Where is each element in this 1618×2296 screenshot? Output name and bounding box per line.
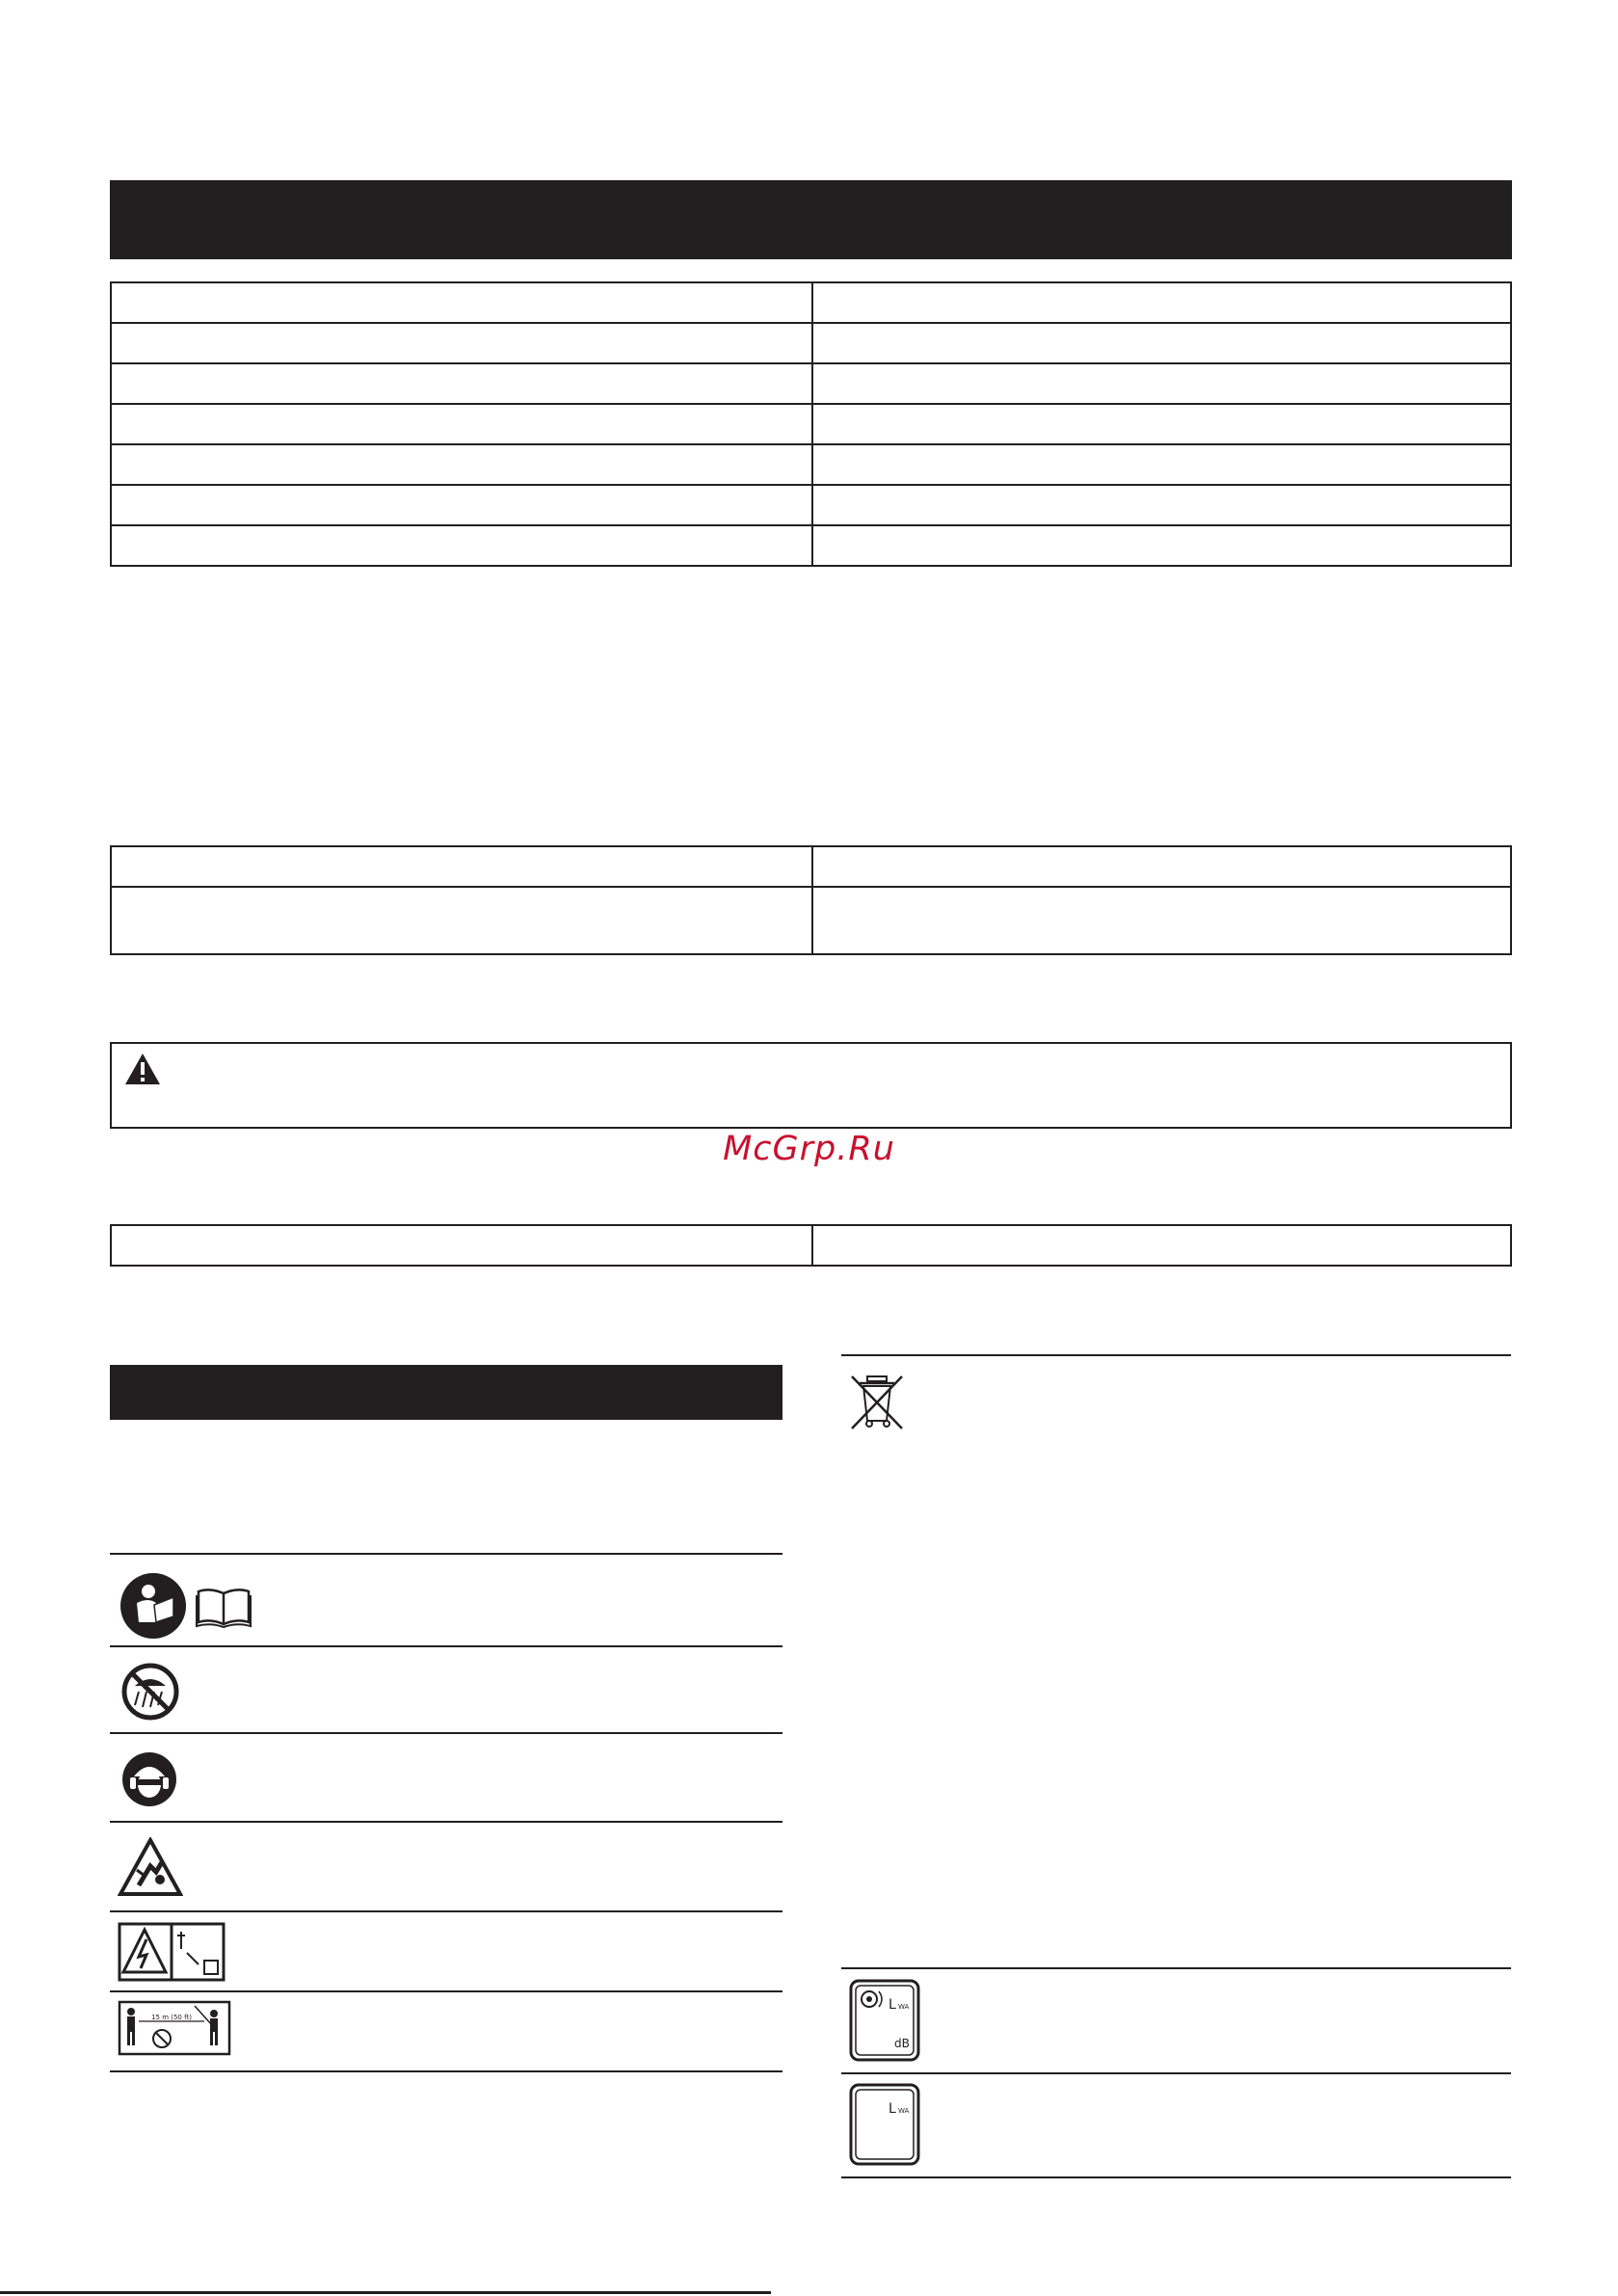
symbols-divider xyxy=(110,1910,782,1912)
table-row xyxy=(111,525,1511,566)
lwa-label: L xyxy=(889,2101,896,2117)
table-row xyxy=(111,444,1511,485)
symbols-divider xyxy=(841,2072,1511,2074)
lwa-sub: WA xyxy=(898,2107,910,2115)
symbols-divider xyxy=(841,1967,1511,1969)
watermark: McGrp.Ru xyxy=(723,1130,895,1168)
symbols-divider xyxy=(841,2176,1511,2178)
battery-table xyxy=(110,845,1512,955)
read-manual-icon xyxy=(119,1572,187,1640)
warning-triangle-icon xyxy=(123,1052,162,1086)
accessory-table xyxy=(110,1224,1512,1267)
warning-box xyxy=(110,1042,1512,1129)
keep-distance-label: 15 m (50 ft) xyxy=(151,2014,192,2021)
db-label: dB xyxy=(894,2037,910,2050)
book-icon xyxy=(195,1586,252,1628)
symbols-divider xyxy=(110,1553,782,1555)
crossed-out-wheelie-bin-icon xyxy=(848,1373,906,1432)
no-rain-icon xyxy=(121,1663,179,1721)
lwa-sub: WA xyxy=(898,2003,910,2011)
symbols-divider xyxy=(841,1354,1511,1356)
table-row xyxy=(111,363,1511,404)
symbols-divider xyxy=(110,1732,782,1734)
lwa-label: L xyxy=(889,1997,896,2013)
footer-rule xyxy=(0,2291,771,2294)
symbols-header-bar xyxy=(110,1365,782,1420)
cut-hazard-icon xyxy=(118,1837,183,1897)
table-row xyxy=(111,323,1511,363)
table-row xyxy=(111,485,1511,525)
keep-distance-icon xyxy=(118,2000,231,2056)
symbols-divider xyxy=(110,1645,782,1647)
section-header-bar xyxy=(110,180,1512,259)
specifications-table xyxy=(110,281,1512,567)
symbols-divider xyxy=(110,1821,782,1823)
table-row xyxy=(111,846,1511,887)
symbols-divider xyxy=(110,2070,782,2072)
head-eye-ear-protection-icon xyxy=(121,1751,177,1807)
sound-power-lwa-icon xyxy=(848,1978,921,2063)
table-row xyxy=(111,1225,1511,1266)
table-row xyxy=(111,404,1511,444)
sound-power-lwa-plain-icon xyxy=(848,2082,921,2167)
electric-hazard-icon xyxy=(118,1922,225,1982)
table-row xyxy=(111,887,1511,954)
table-row xyxy=(111,282,1511,323)
symbols-divider xyxy=(110,1990,782,1992)
